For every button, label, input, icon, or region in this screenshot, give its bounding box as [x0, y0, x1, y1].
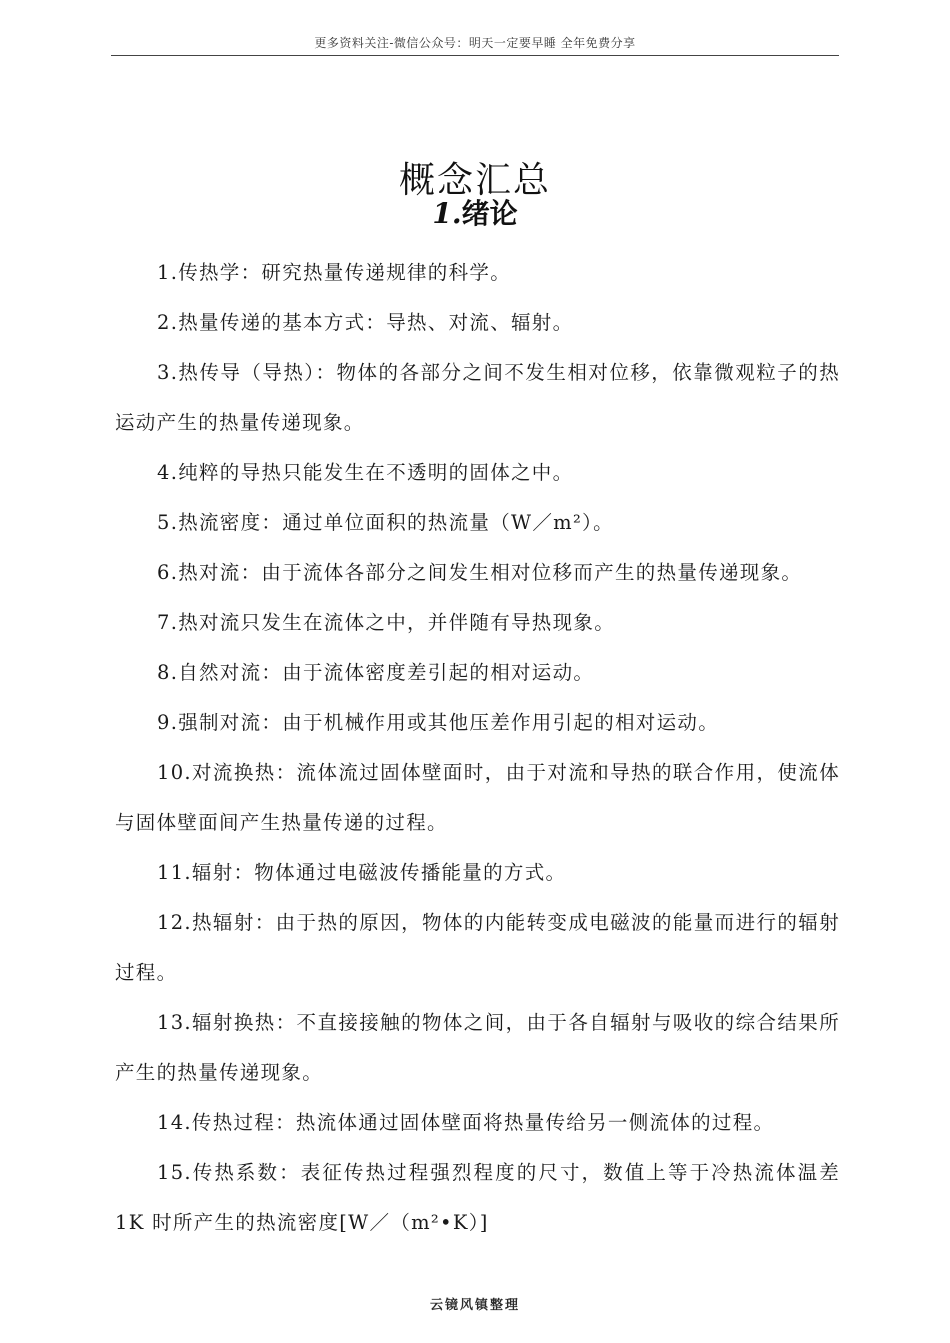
section-number: 1. — [432, 197, 462, 230]
concept-item: 7.热对流只发生在流体之中，并伴随有导热现象。 — [157, 611, 616, 634]
concept-item: 4.纯粹的导热只能发生在不透明的固体之中。 — [157, 461, 574, 484]
concept-item: 12.热辐射：由于热的原因，物体的内能转变成电磁波的能量而进行的辐射过程。 — [115, 911, 840, 984]
concept-item: 10.对流换热：流体流过固体壁面时，由于对流和导热的联合作用，使流体与固体壁面间产生热量传递的过程。 — [115, 761, 840, 834]
concept-item: 3.热传导（导热）：物体的各部分之间不发生相对位移，依靠微观粒子的热运动产生的热量传递现象。 — [115, 361, 840, 434]
page-header-note: 更多资料关注-微信公众号：明天一定要早睡 全年免费分享 — [314, 36, 636, 50]
concept-item: 15.传热系数：表征传热过程强烈程度的尺寸，数值上等于冷热流体温差 1K 时所产生的热流密度[W／（m²•K）] — [115, 1161, 840, 1234]
concept-item: 8.自然对流：由于流体密度差引起的相对运动。 — [157, 661, 595, 684]
header-divider — [111, 55, 839, 56]
concept-item: 5.热流密度：通过单位面积的热流量（W／m²）。 — [157, 511, 614, 534]
concept-item: 1.传热学：研究热量传递规律的科学。 — [157, 261, 512, 284]
concept-item: 11.辐射：物体通过电磁波传播能量的方式。 — [157, 861, 567, 884]
section-label: 绪论 — [461, 197, 518, 230]
concept-item: 9.强制对流：由于机械作用或其他压差作用引起的相对运动。 — [157, 711, 720, 734]
section-heading — [0, 192, 950, 232]
page-title: 概念汇总 — [398, 160, 551, 202]
concept-item: 13.辐射换热：不直接接触的物体之间，由于各自辐射与吸收的综合结果所产生的热量传递现象。 — [115, 1011, 840, 1084]
concept-item: 6.热对流：由于流体各部分之间发生相对位移而产生的热量传递现象。 — [157, 561, 803, 584]
page-footer-note: 云镜风镇整理 — [429, 1298, 520, 1313]
concept-list — [115, 248, 840, 1248]
concept-item: 14.传热过程：热流体通过固体壁面将热量传给另一侧流体的过程。 — [157, 1111, 775, 1134]
concept-item: 2.热量传递的基本方式：导热、对流、辐射。 — [157, 311, 574, 334]
